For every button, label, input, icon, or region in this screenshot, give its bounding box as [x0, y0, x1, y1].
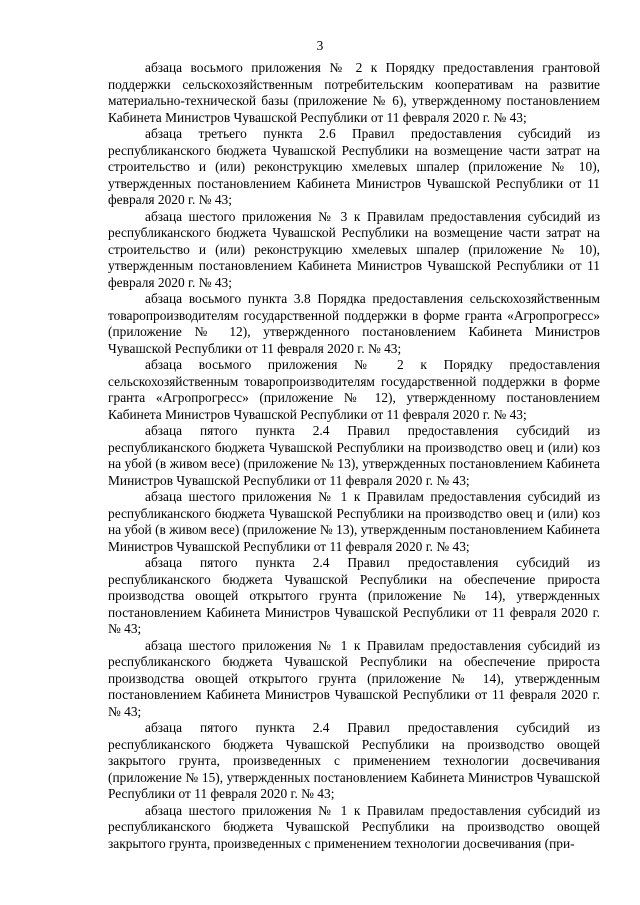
document-body — [108, 60, 600, 852]
page-number: 3 — [316, 38, 324, 53]
paragraph: абзаца шестого приложения № 1 к Правилам предоставления субсидий из республиканского бюджета Чувашской Республики на производство овощей закрытого грунта, произведенных с применением технологии досвечивания (при- — [108, 802, 600, 851]
paragraph: абзаца шестого приложения № 1 к Правилам предоставления субсидий из республиканского бюджета Чувашской Республики на производство овец и (или) коз на убой (в живом весе) (приложение № 13), утвержденным постановлением Кабинета Министров Чувашской Республики от 11 февраля 2020 г. № 43; — [108, 489, 600, 554]
paragraph: абзаца пятого пункта 2.4 Правил предоставления субсидий из республиканского бюджета Чувашской Республики на производство овец и (или) коз на убой (в живом весе) (приложение № 13), утвержденных постановлением Кабинета Министров Чувашской Республики от 11 февраля 2020 г. № 43; — [108, 423, 600, 488]
paragraph: абзаца шестого приложения № 3 к Правилам предоставления субсидий из республиканского бюджета Чувашской Республики на возмещение части затрат на строительство и (или) реконструкцию хмелевых шпалер (приложение № 10), утвержденным постановлением Кабинета Министров Чувашской Республики от 11 февраля 2020 г. № 43; — [108, 208, 600, 290]
paragraph: абзаца восьмого приложения № 2 к Порядку предоставления сельскохозяйственным товаропроизводителям государственной поддержки в форме гранта «Агропрогресс» (приложение № 12), утвержденному постановлением Кабинета Министров Чувашской Республики от 11 февраля 2020 г. № 43; — [108, 357, 600, 422]
paragraph: абзаца третьего пункта 2.6 Правил предоставления субсидий из республиканского бюджета Чувашской Республики на возмещение части затрат на строительство и (или) реконструкцию хмелевых шпалер (приложение № 10), утвержденных постановлением Кабинета Министров Чувашской Республики от 11 февраля 2020 г. № 43; — [108, 126, 600, 207]
paragraph: абзаца пятого пункта 2.4 Правил предоставления субсидий из республиканского бюджета Чувашской Республики на обеспечение прироста производства овощей открытого грунта (приложение № 14), утвержденных постановлением Кабинета Министров Чувашской Республики от 11 февраля 2020 г. № 43; — [108, 555, 600, 636]
paragraph: абзаца восьмого приложения № 2 к Порядку предоставления грантовой поддержки сельскохозяйственным потребительским кооперативам на развитие материально-технической базы (приложение № 6), утвержденному постановлением Кабинета Министров Чувашской Республики от 11 февраля 2020 г. № 43; — [108, 60, 600, 125]
paragraph: абзаца восьмого пункта 3.8 Порядка предоставления сельскохозяйственным товаропроизводителям государственной поддержки в форме гранта «Агропрогресс» (приложение № 12), утвержденного постановлением Кабинета Министров Чувашской Республики от 11 февраля 2020 г. № 43; — [108, 291, 600, 356]
paragraph: абзаца шестого приложения № 1 к Правилам предоставления субсидий из республиканского бюджета Чувашской Республики на обеспечение прироста производства овощей открытого грунта (приложение № 14), утвержденным постановлением Кабинета Министров Чувашской Республики от 11 февраля 2020 г. № 43; — [108, 637, 600, 719]
paragraph: абзаца пятого пункта 2.4 Правил предоставления субсидий из республиканского бюджета Чувашской Республики на производство овощей закрытого грунта, произведенных с применением технологии досвечивания (приложение № 15), утвержденных постановлением Кабинета Министров Чувашской Республики от 11 февраля 2020 г. № 43; — [108, 720, 600, 801]
